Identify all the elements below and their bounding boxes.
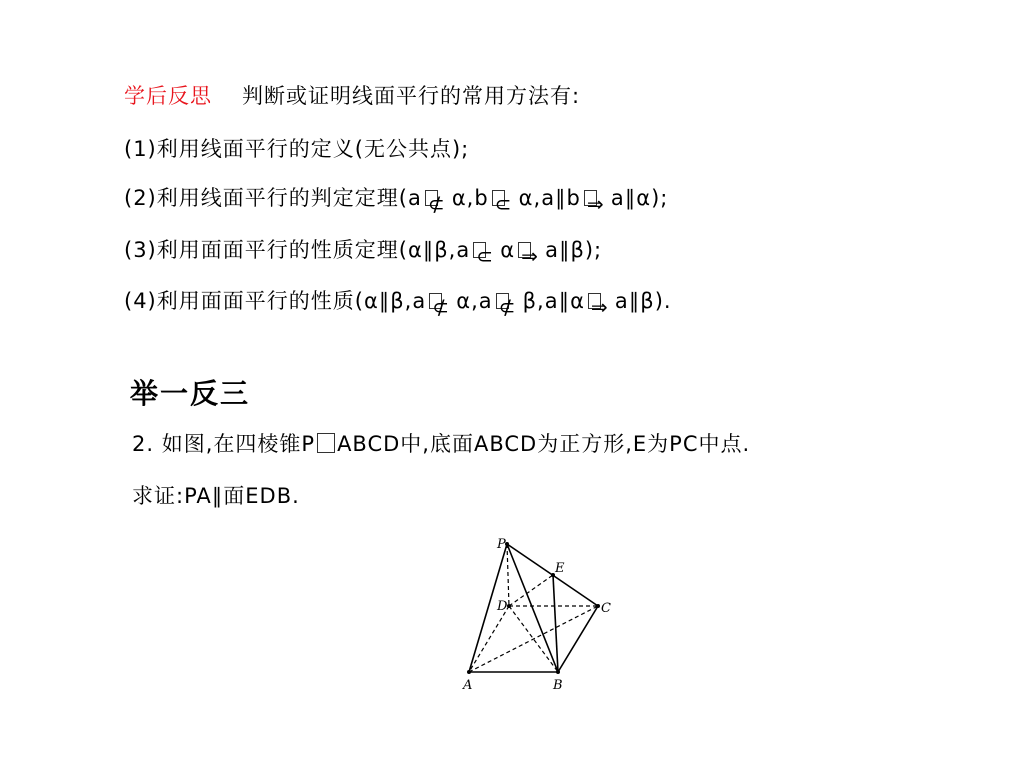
edge-PD xyxy=(507,544,509,606)
method-4 xyxy=(124,287,672,319)
not-subset-glyph: ⊄ xyxy=(498,295,517,319)
pyramid-solid-edges xyxy=(469,544,598,672)
implies-symbol xyxy=(515,236,545,268)
not-subset-glyph: ⊄ xyxy=(432,295,450,319)
vertex-A xyxy=(467,670,471,674)
implies-symbol xyxy=(585,287,615,319)
label-B: B xyxy=(553,678,563,693)
implies-glyph: ⇒ xyxy=(586,192,605,216)
vertex-D xyxy=(507,604,511,608)
reflection-tag: 学后反思 xyxy=(124,84,212,108)
not-subset-symbol xyxy=(422,184,452,216)
method-2-part-d: a∥α); xyxy=(610,186,669,210)
label-A: A xyxy=(463,678,473,693)
section-heading: 举一反三 xyxy=(130,377,251,410)
vertex-C xyxy=(596,604,600,608)
problem-line-1 xyxy=(132,430,750,458)
problem-line-1-part-b: ABCD中,底面ABCD为正方形,E为PC中点. xyxy=(337,432,751,456)
edge-EB xyxy=(553,575,558,672)
edge-DE xyxy=(509,575,553,606)
method-3 xyxy=(124,236,603,268)
method-4-part-b: α,a xyxy=(456,289,493,313)
method-3-part-a: (3)利用面面平行的性质定理(α∥β,a xyxy=(124,238,471,262)
problem-line-1-part-a: 2. 如图,在四棱锥P xyxy=(132,432,316,456)
method-4-part-a: (4)利用面面平行的性质(α∥β,a xyxy=(124,289,427,313)
implies-symbol xyxy=(581,184,611,216)
subset-symbol xyxy=(470,236,500,268)
subset-symbol xyxy=(489,184,519,216)
not-subset-glyph: ⊄ xyxy=(427,192,446,216)
method-2-part-b: α,b xyxy=(451,186,489,210)
vertex-B xyxy=(556,670,560,674)
edge-PB xyxy=(507,544,558,672)
label-C: C xyxy=(601,601,611,616)
not-subset-symbol xyxy=(493,287,523,319)
implies-glyph: ⇒ xyxy=(521,244,539,268)
method-1-text: (1)利用线面平行的定义(无公共点); xyxy=(124,137,470,161)
method-2-part-a: (2)利用线面平行的判定定理(a xyxy=(124,186,422,210)
method-2-part-c: α,a∥b xyxy=(518,186,581,210)
reflection-intro-line xyxy=(124,82,580,110)
label-P: P xyxy=(497,537,506,552)
placeholder-box xyxy=(317,433,335,453)
pyramid-figure xyxy=(455,530,625,695)
method-3-part-b: α xyxy=(500,238,516,262)
method-1 xyxy=(124,135,469,163)
label-D: D xyxy=(497,599,508,614)
method-2 xyxy=(124,184,669,216)
reflection-intro: 判断或证明线面平行的常用方法有: xyxy=(242,84,581,108)
method-3-part-c: a∥β); xyxy=(545,238,603,262)
label-E: E xyxy=(555,561,565,576)
method-4-part-d: a∥β). xyxy=(614,289,672,313)
problem-line-2: 求证:PA∥面EDB. xyxy=(132,484,300,508)
subset-glyph: ⊂ xyxy=(476,244,494,268)
method-4-part-c: β,a∥α xyxy=(522,289,585,313)
implies-glyph: ⇒ xyxy=(590,295,609,319)
subset-glyph: ⊂ xyxy=(494,192,513,216)
not-subset-symbol xyxy=(426,287,456,319)
